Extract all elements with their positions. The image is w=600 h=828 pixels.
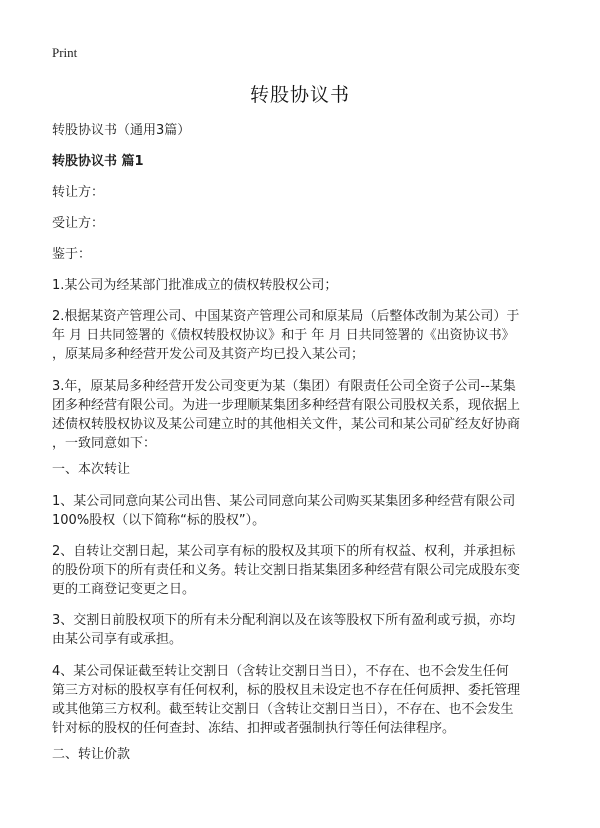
paragraph-3-line-1: 3.年，原某局多种经营开发公司变更为某（集团）有限责任公司全资子公司--某集 — [52, 379, 516, 394]
section-heading: 转股协议书 篇1 — [52, 154, 144, 169]
paragraph-3-line-2: 团多种经营有限公司。为进一步理顺某集团多种经营有限公司股权关系，现依据上 — [52, 398, 521, 413]
paragraph-3-line-4: ，一致同意如下： — [52, 436, 157, 451]
print-label: Print — [52, 45, 78, 60]
paragraph-3-line-3: 述债权转股权协议及某公司建立时的其他相关文件，某公司和某公司矿经友好协商 — [52, 417, 521, 432]
transferee-line: 受让方： — [52, 216, 105, 231]
paragraph-2-line-3: ，原某局多种经营开发公司及其资产均已投入某公司； — [52, 347, 365, 362]
heading-1: 一、本次转让 — [52, 462, 131, 477]
item-4-line-1: 4、某公司保证截至转让交割日（含转让交割日当日），不存在、也不会发生任何 — [52, 664, 509, 679]
item-4-line-4: 针对标的股权的任何查封、冻结、扣押或者强制执行等任何法律程序。 — [52, 721, 456, 736]
item-1-line-2: 100%股权（以下简称“标的股权”）。 — [52, 513, 266, 528]
paragraph-1: 1.某公司为经某部门批准成立的债权转股权公司； — [52, 278, 338, 293]
paragraph-2-line-2: 年 月 日共同签署的《债权转股权协议》和于 年 月 日共同签署的《出资协议书》 — [52, 328, 515, 343]
heading-2: 二、转让价款 — [52, 747, 131, 762]
item-3-line-1: 3、交割日前股权项下的所有未分配利润以及在该等股权下所有盈利或亏损，亦均 — [52, 613, 516, 628]
item-3-line-2: 由某公司享有或承担。 — [52, 632, 183, 647]
item-1-line-1: 1、某公司同意向某公司出售、某公司同意向某公司购买某集团多种经营有限公司 — [52, 494, 516, 509]
whereas-line: 鉴于： — [52, 247, 92, 262]
paragraph-2-line-1: 2.根据某资产管理公司、中国某资产管理公司和原某局（后整体改制为某公司）于 — [52, 309, 520, 324]
item-4-line-2: 第三方对标的股权享有任何权利，标的股权且未设定也不存在任何质押、委托管理 — [52, 683, 521, 698]
item-2-line-2: 的股份项下的所有责任和义务。转让交割日指某集团多种经营有限公司完成股东变 — [52, 563, 521, 578]
item-2-line-3: 更的工商登记变更之日。 — [52, 582, 196, 597]
item-2-line-1: 2、自转让交割日起，某公司享有标的股权及其项下的所有权益、权利，并承担标 — [52, 544, 516, 559]
transferor-line: 转让方： — [52, 185, 105, 200]
document-subtitle: 转股协议书（通用3篇） — [52, 123, 191, 138]
item-4-line-3: 或其他第三方权利。截至转让交割日（含转让交割日当日），不存在、也不会发生 — [52, 702, 514, 717]
document-title: 转股协议书 — [249, 84, 350, 106]
